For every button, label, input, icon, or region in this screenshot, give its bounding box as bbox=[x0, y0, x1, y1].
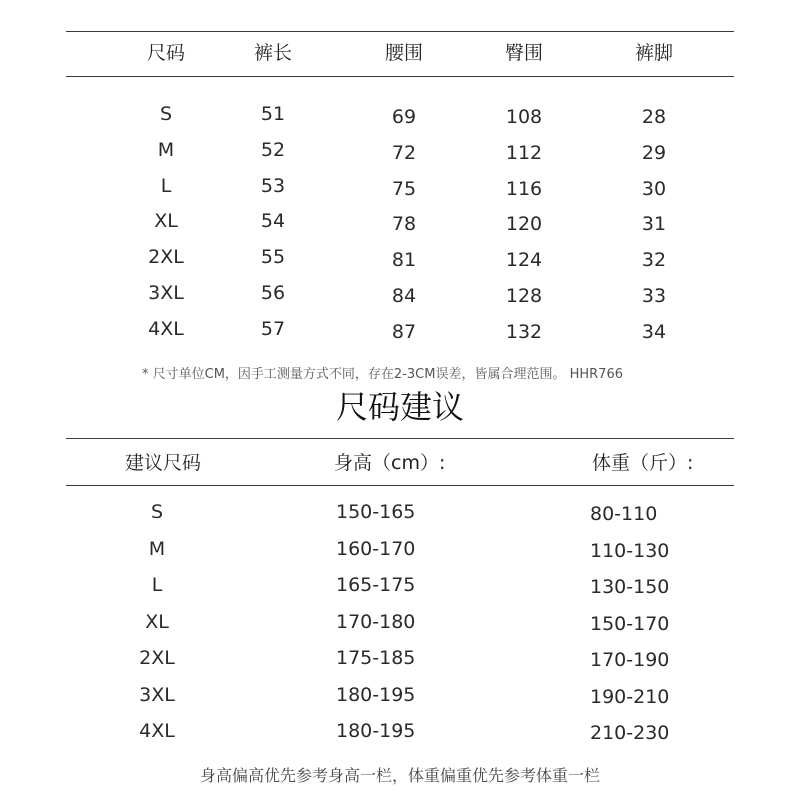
size-header-cell: 裤长 bbox=[253, 42, 293, 64]
size-cell: M bbox=[157, 138, 175, 161]
size-cell: L bbox=[160, 174, 172, 197]
size-header-cell: 腰围 bbox=[384, 42, 424, 64]
size-cell: 69 bbox=[391, 106, 417, 128]
size-cell: 51 bbox=[260, 103, 286, 125]
recommend-header-cell: 建议尺码 bbox=[125, 452, 202, 474]
size-cell: S bbox=[159, 103, 173, 125]
recommend-weight-cell: 170-190 bbox=[590, 649, 670, 671]
size-cell: 55 bbox=[260, 246, 286, 269]
recommend-title: 尺码建议 bbox=[335, 388, 465, 426]
recommend-size-cell: L bbox=[151, 574, 163, 596]
size-cell: 120 bbox=[505, 213, 543, 236]
recommend-size-cell: 3XL bbox=[139, 683, 175, 706]
recommend-height-cell: 150-165 bbox=[336, 501, 416, 523]
table1-top-rule bbox=[66, 31, 734, 32]
size-header-cell: 臀围 bbox=[504, 42, 544, 64]
size-cell: 56 bbox=[260, 282, 286, 304]
size-cell: 28 bbox=[641, 106, 667, 128]
size-cell: 78 bbox=[391, 213, 417, 236]
recommend-size-cell: M bbox=[148, 537, 166, 560]
size-cell: 3XL bbox=[148, 282, 184, 304]
size-cell: 52 bbox=[260, 138, 286, 161]
recommend-height-cell: 175-185 bbox=[336, 647, 416, 669]
size-cell: 2XL bbox=[148, 246, 184, 269]
size-cell: 116 bbox=[505, 177, 543, 200]
recommend-size-cell: XL bbox=[145, 610, 169, 633]
size-cell: 33 bbox=[641, 285, 667, 307]
size-cell: 128 bbox=[505, 285, 543, 307]
recommend-weight-cell: 210-230 bbox=[590, 722, 670, 744]
size-cell: 4XL bbox=[148, 317, 184, 340]
size-cell: 53 bbox=[260, 174, 286, 197]
recommend-height-cell: 160-170 bbox=[336, 537, 416, 560]
size-cell: 29 bbox=[641, 141, 667, 164]
recommend-height-cell: 180-195 bbox=[336, 720, 416, 742]
recommend-size-cell: 2XL bbox=[139, 647, 175, 669]
recommend-height-cell: 180-195 bbox=[336, 683, 416, 706]
table2-header-rule bbox=[66, 485, 734, 486]
recommend-header-cell: 体重（斤）: bbox=[592, 452, 694, 474]
recommend-weight-cell: 130-150 bbox=[590, 576, 670, 598]
measurement-note: * 尺寸单位CM，因手工测量方式不同，存在2-3CM误差，皆属合理范围。 HHR766 bbox=[142, 367, 623, 382]
size-cell: 81 bbox=[391, 249, 417, 272]
recommend-weight-cell: 110-130 bbox=[590, 539, 670, 562]
size-cell: 124 bbox=[505, 249, 543, 272]
size-header-cell: 尺码 bbox=[146, 42, 186, 64]
recommend-weight-cell: 190-210 bbox=[590, 685, 670, 708]
size-cell: 108 bbox=[505, 106, 543, 128]
size-cell: 87 bbox=[391, 320, 417, 343]
recommend-footer-note: 身高偏高优先参考身高一栏，体重偏重优先参考体重一栏 bbox=[199, 766, 601, 785]
table2-top-rule bbox=[66, 438, 734, 439]
size-cell: 72 bbox=[391, 141, 417, 164]
recommend-size-cell: 4XL bbox=[139, 720, 175, 742]
size-cell: 54 bbox=[260, 210, 286, 233]
size-cell: 30 bbox=[641, 177, 667, 200]
recommend-size-cell: S bbox=[150, 501, 164, 523]
size-cell: 32 bbox=[641, 249, 667, 272]
size-cell: XL bbox=[154, 210, 178, 233]
size-cell: 31 bbox=[641, 213, 667, 236]
recommend-height-cell: 170-180 bbox=[336, 610, 416, 633]
recommend-weight-cell: 80-110 bbox=[590, 503, 658, 525]
size-cell: 132 bbox=[505, 320, 543, 343]
recommend-height-cell: 165-175 bbox=[336, 574, 416, 596]
size-cell: 57 bbox=[260, 317, 286, 340]
size-header-cell: 裤脚 bbox=[634, 42, 674, 64]
size-cell: 75 bbox=[391, 177, 417, 200]
table1-header-rule bbox=[66, 76, 734, 77]
recommend-weight-cell: 150-170 bbox=[590, 612, 670, 635]
size-cell: 34 bbox=[641, 320, 667, 343]
size-cell: 84 bbox=[391, 285, 417, 307]
recommend-header-cell: 身高（cm）: bbox=[334, 452, 446, 474]
size-cell: 112 bbox=[505, 141, 543, 164]
